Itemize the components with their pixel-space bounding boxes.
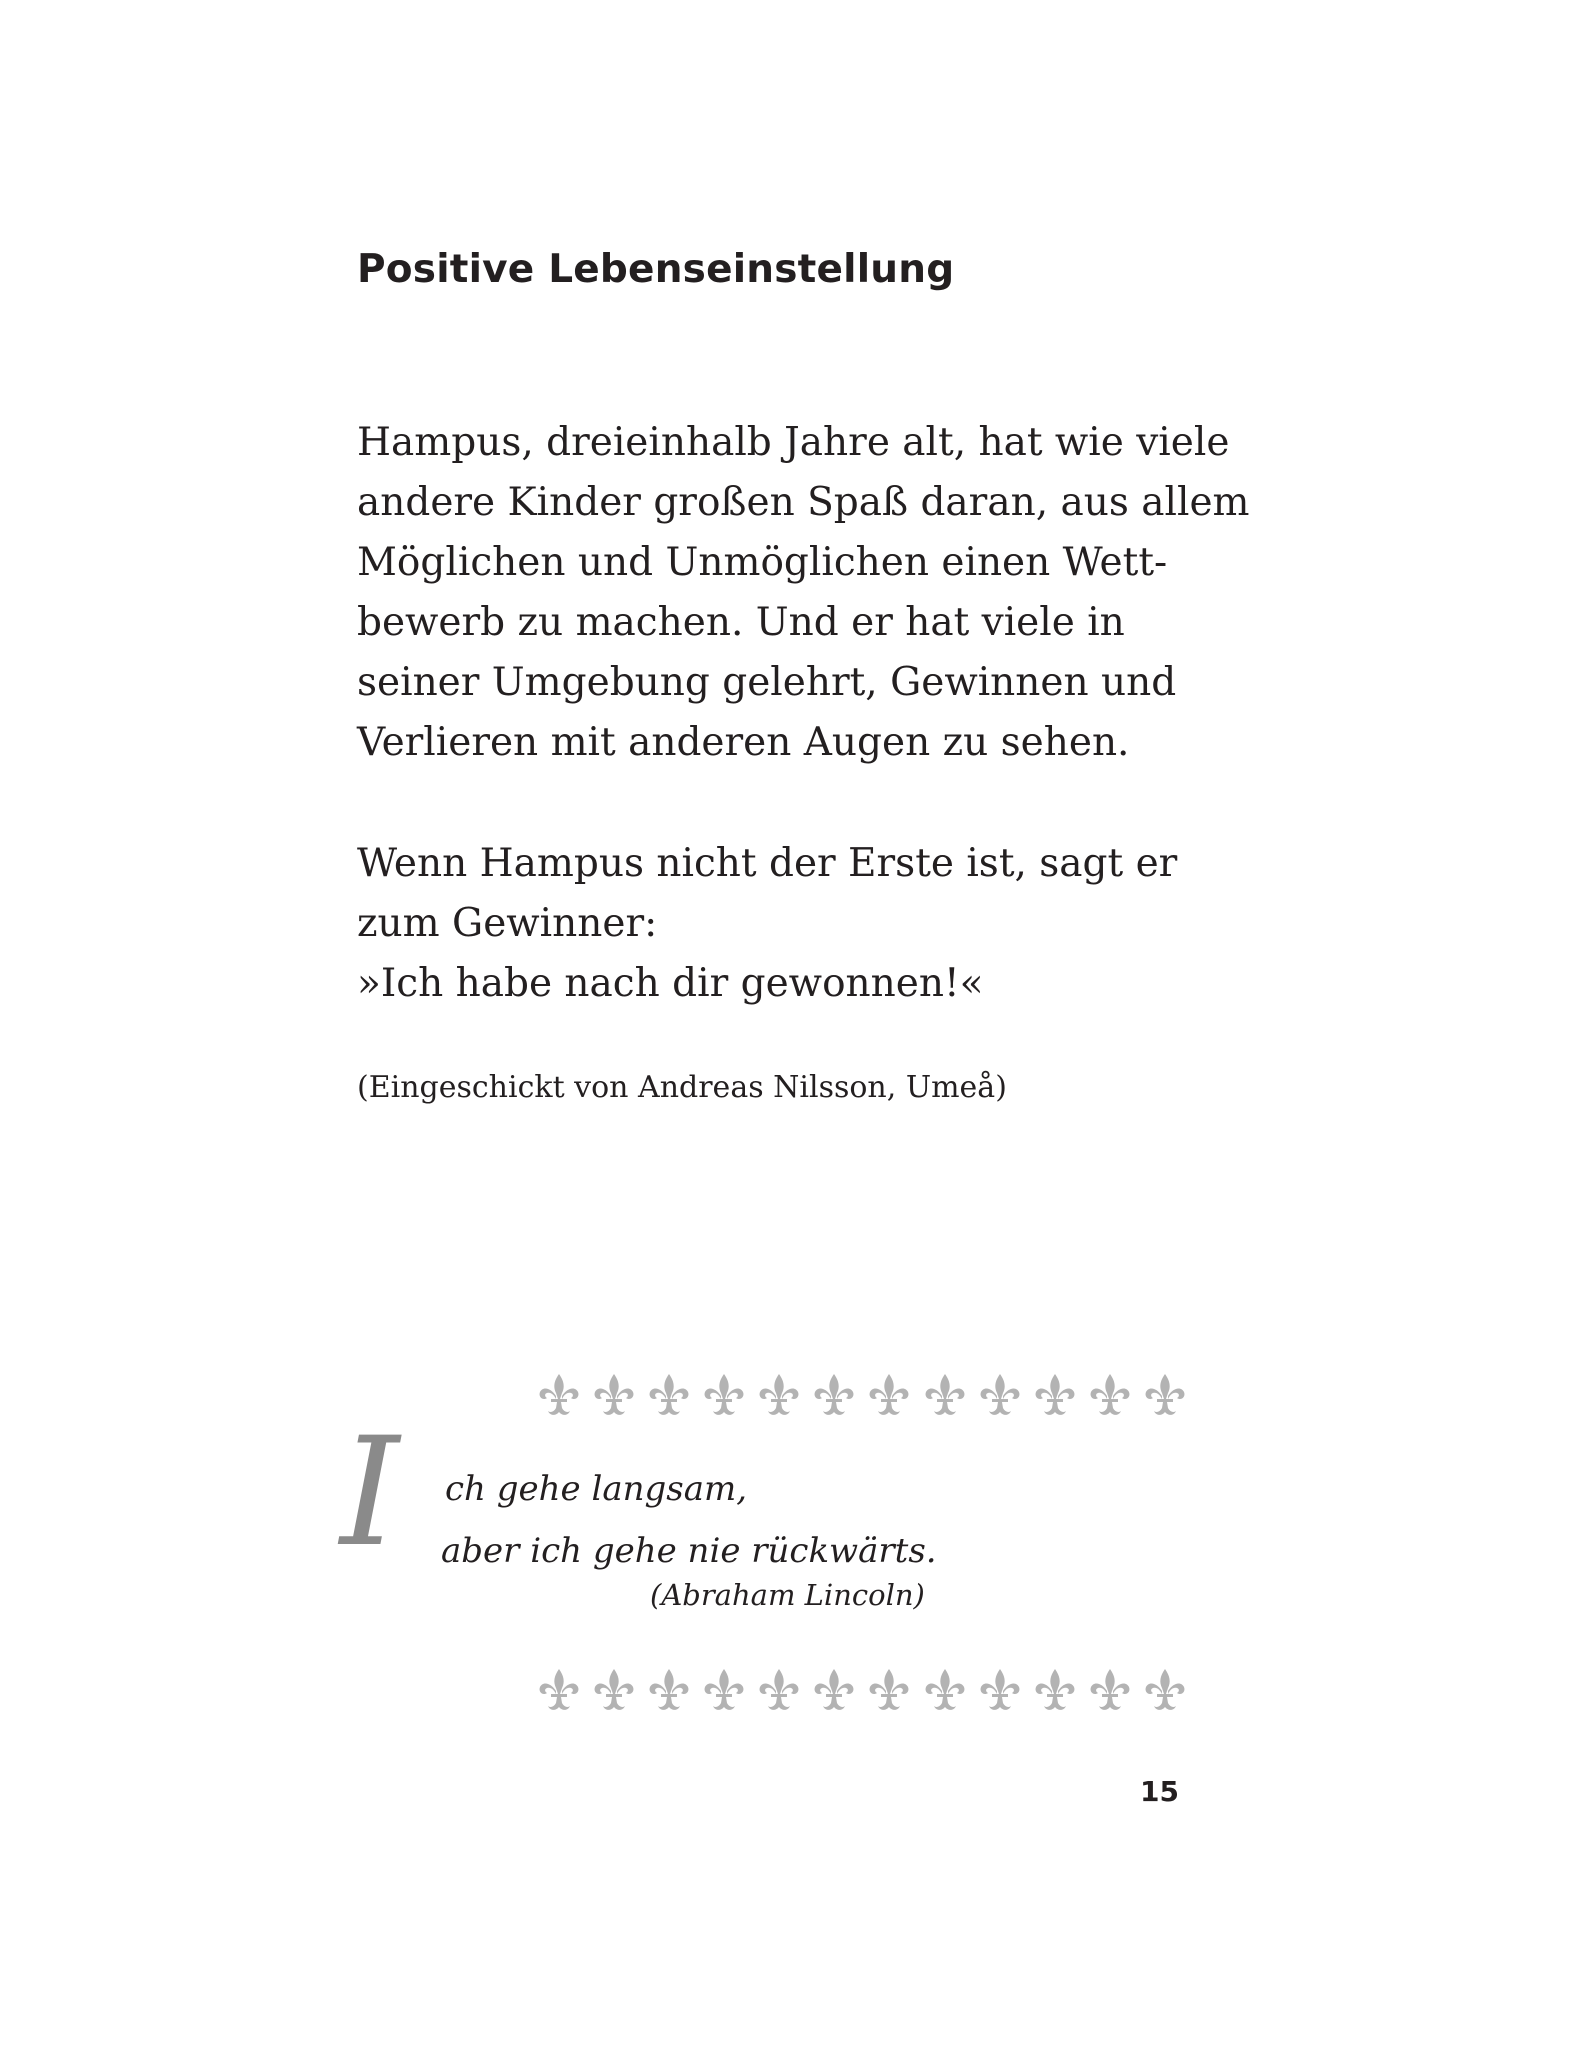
drop-cap: I [340, 1406, 400, 1580]
fleur-de-lis-icon [1088, 1667, 1132, 1713]
fleur-de-lis-icon [757, 1372, 801, 1418]
paragraph-quote-story [357, 834, 1257, 1014]
ornament-divider-bottom [537, 1665, 1187, 1715]
fleur-de-lis-icon [867, 1372, 911, 1418]
fleur-de-lis-icon [1143, 1372, 1187, 1418]
fleur-de-lis-icon [1033, 1372, 1077, 1418]
paragraph-line: Hampus, dreieinhalb Jahre alt, hat wie viele [357, 420, 1230, 465]
fleur-de-lis-icon [702, 1372, 746, 1418]
fleur-de-lis-icon [1033, 1667, 1077, 1713]
page-number: 15 [1140, 1775, 1179, 1808]
fleur-de-lis-icon [923, 1372, 967, 1418]
paragraph-line: »Ich habe nach dir gewonnen!« [357, 961, 984, 1006]
fleur-de-lis-icon [978, 1372, 1022, 1418]
fleur-de-lis-icon [592, 1667, 636, 1713]
fleur-de-lis-icon [812, 1372, 856, 1418]
fleur-de-lis-icon [923, 1667, 967, 1713]
ornament-divider-top [537, 1370, 1187, 1420]
fleur-de-lis-icon [1143, 1667, 1187, 1713]
quote-line: ch gehe langsam, [445, 1469, 748, 1509]
fleur-de-lis-icon [812, 1667, 856, 1713]
quote-line: aber ich gehe nie rückwärts. [441, 1531, 937, 1571]
paragraph-line: andere Kinder großen Spaß daran, aus allem [357, 480, 1250, 525]
fleur-de-lis-icon [978, 1667, 1022, 1713]
fleur-de-lis-icon [647, 1667, 691, 1713]
fleur-de-lis-icon [1088, 1372, 1132, 1418]
paragraph-line: bewerb zu machen. Und er hat viele in [357, 600, 1125, 645]
fleur-de-lis-icon [702, 1667, 746, 1713]
paragraph-line: seiner Umgebung gelehrt, Gewinnen und [357, 660, 1177, 705]
paragraph-story [357, 413, 1257, 773]
fleur-de-lis-icon [867, 1667, 911, 1713]
quote-attribution: (Abraham Lincoln) [650, 1578, 925, 1612]
paragraph-line: Wenn Hampus nicht der Erste ist, sagt er [357, 841, 1178, 886]
paragraph-line: Verlieren mit anderen Augen zu sehen. [357, 720, 1130, 765]
fleur-de-lis-icon [592, 1372, 636, 1418]
submission-credit: (Eingeschickt von Andreas Nilsson, Umeå) [357, 1070, 1007, 1105]
lincoln-quote [441, 1458, 937, 1582]
fleur-de-lis-icon [537, 1372, 581, 1418]
paragraph-line: Möglichen und Unmöglichen einen Wett- [357, 540, 1168, 585]
paragraph-line: zum Gewinner: [357, 901, 658, 946]
fleur-de-lis-icon [757, 1667, 801, 1713]
fleur-de-lis-icon [537, 1667, 581, 1713]
fleur-de-lis-icon [647, 1372, 691, 1418]
section-heading: Positive Lebenseinstellung [357, 247, 955, 292]
